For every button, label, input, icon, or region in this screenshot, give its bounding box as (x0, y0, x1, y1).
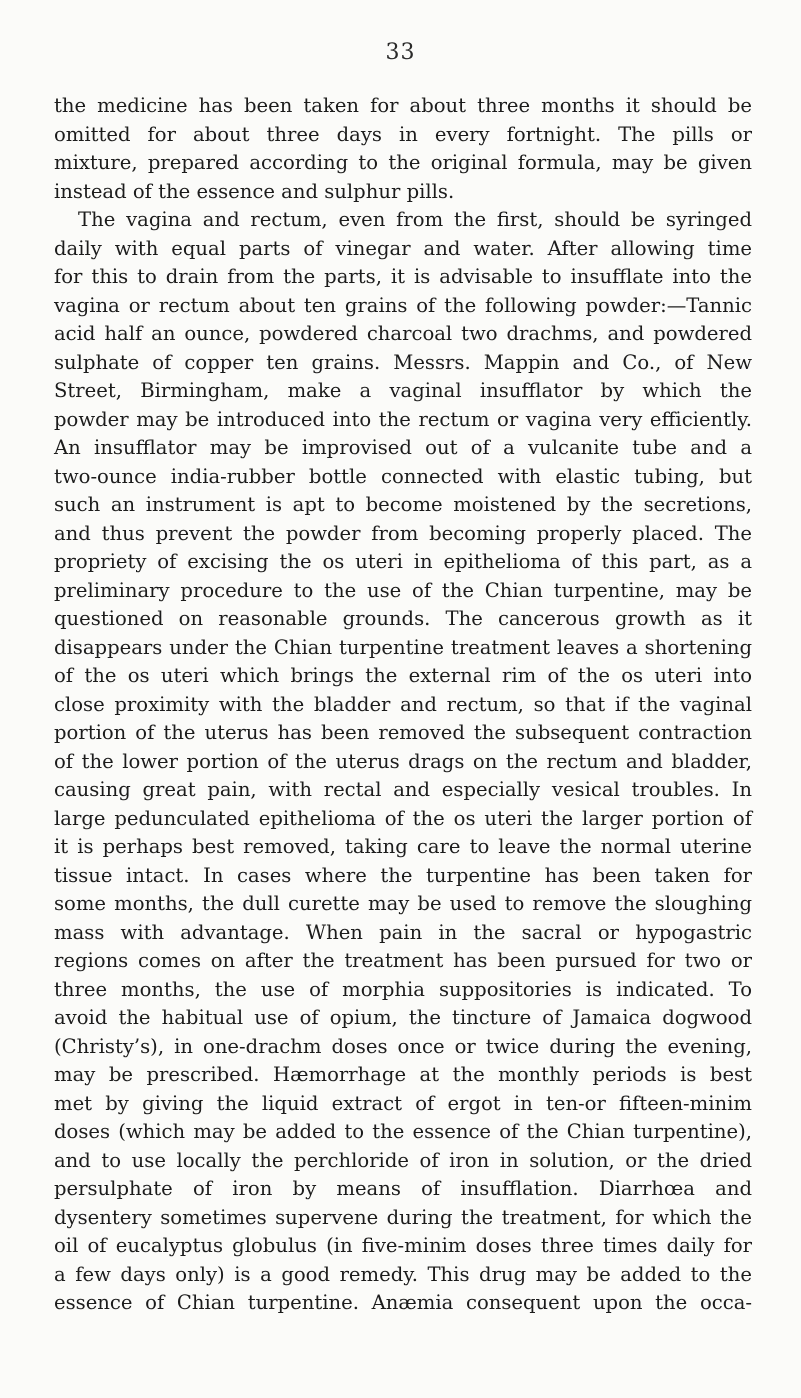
text-line: preliminary procedure to the use of the Chian turpentine, may be (54, 578, 752, 602)
text-line: oil of eucalyptus globulus (in five-minim doses three times daily for (54, 1234, 752, 1257)
text-line: regions comes on after the treatment has been pursued for two or (54, 949, 752, 972)
text-line: a few days only) is a good remedy. This drug may be added to the (54, 1262, 752, 1286)
text-line: disappears under the Chian turpentine treatment leaves a shortening (54, 635, 752, 659)
text-line: close proximity with the bladder and rectum, so that if the vaginal (54, 692, 752, 716)
text-line: of the os uteri which brings the external rim of the os uteri into (54, 664, 752, 687)
text-line: avoid the habitual use of opium, the tincture of Jamaica dogwood (54, 1006, 752, 1029)
text-line: portion of the uterus has been removed the subsequent contraction (54, 721, 752, 744)
text-line: it is perhaps best removed, taking care to leave the normal uterine (54, 835, 752, 858)
text-line: of the lower portion of the uterus drags on the rectum and bladder, (54, 749, 752, 773)
text-line: three months, the use of morphia suppositories is indicated. To (54, 977, 752, 1001)
text-line: vagina or rectum about ten grains of the following powder:—Tannic (54, 293, 752, 317)
text-line: Street, Birmingham, make a vaginal insufflator by which the (54, 379, 752, 402)
text-line: may be prescribed. Hæmorrhage at the monthly periods is best (54, 1063, 752, 1086)
page-number: 33 (385, 40, 416, 65)
text-line: met by giving the liquid extract of ergot in ten-or fifteen-minim (54, 1091, 752, 1115)
text-line: dysentery sometimes supervene during the treatment, for which the (54, 1205, 752, 1229)
text-line: mixture, prepared according to the original formula, may be given (54, 151, 752, 174)
text-line: for this to drain from the parts, it is advisable to insufflate into the (54, 265, 752, 288)
text-line: large pedunculated epithelioma of the os uteri the larger portion of (54, 806, 752, 830)
text-line: propriety of excising the os uteri in epithelioma of this part, as a (54, 550, 752, 573)
text-line: two-ounce india-rubber bottle connected with elastic tubing, but (54, 464, 752, 488)
text-line: the medicine has been taken for about three months it should be (54, 94, 752, 117)
body-text (54, 92, 752, 1318)
text-line: mass with advantage. When pain in the sacral or hypogastric (54, 920, 752, 944)
text-line: instead of the essence and sulphur pills. (54, 179, 455, 203)
text-line: and to use locally the perchloride of iron in solution, or the dried (54, 1148, 752, 1172)
text-line: some months, the dull curette may be used to remove the sloughing (54, 892, 752, 915)
text-line: An insufflator may be improvised out of a vulcanite tube and a (54, 436, 752, 459)
text-line: The vagina and rectum, even from the first, should be syringed (78, 208, 752, 231)
text-line: essence of Chian turpentine. Anæmia consequent upon the occa- (54, 1291, 752, 1314)
text-line: omitted for about three days in every fortnight. The pills or (54, 122, 752, 146)
text-line: (Christy’s), in one-drachm doses once or twice during the evening, (54, 1034, 752, 1058)
text-line: doses (which may be added to the essence of the Chian turpentine), (54, 1120, 752, 1143)
text-line: causing great pain, with rectal and especially vesical troubles. In (54, 778, 752, 801)
text-line: and thus prevent the powder from becoming properly placed. The (54, 521, 752, 545)
text-line: persulphate of iron by means of insufflation. Diarrhœa and (54, 1177, 752, 1200)
text-line: powder may be introduced into the rectum or vagina very efficiently. (54, 407, 752, 431)
text-line: tissue intact. In cases where the turpentine has been taken for (54, 863, 752, 887)
text-line: questioned on reasonable grounds. The cancerous growth as it (54, 607, 752, 630)
text-line: daily with equal parts of vinegar and water. After allowing time (54, 236, 752, 260)
text-line: acid half an ounce, powdered charcoal two drachms, and powdered (54, 322, 752, 345)
text-line: such an instrument is apt to become moistened by the secretions, (54, 493, 752, 516)
text-line: sulphate of copper ten grains. Messrs. Mappin and Co., of New (54, 350, 752, 374)
